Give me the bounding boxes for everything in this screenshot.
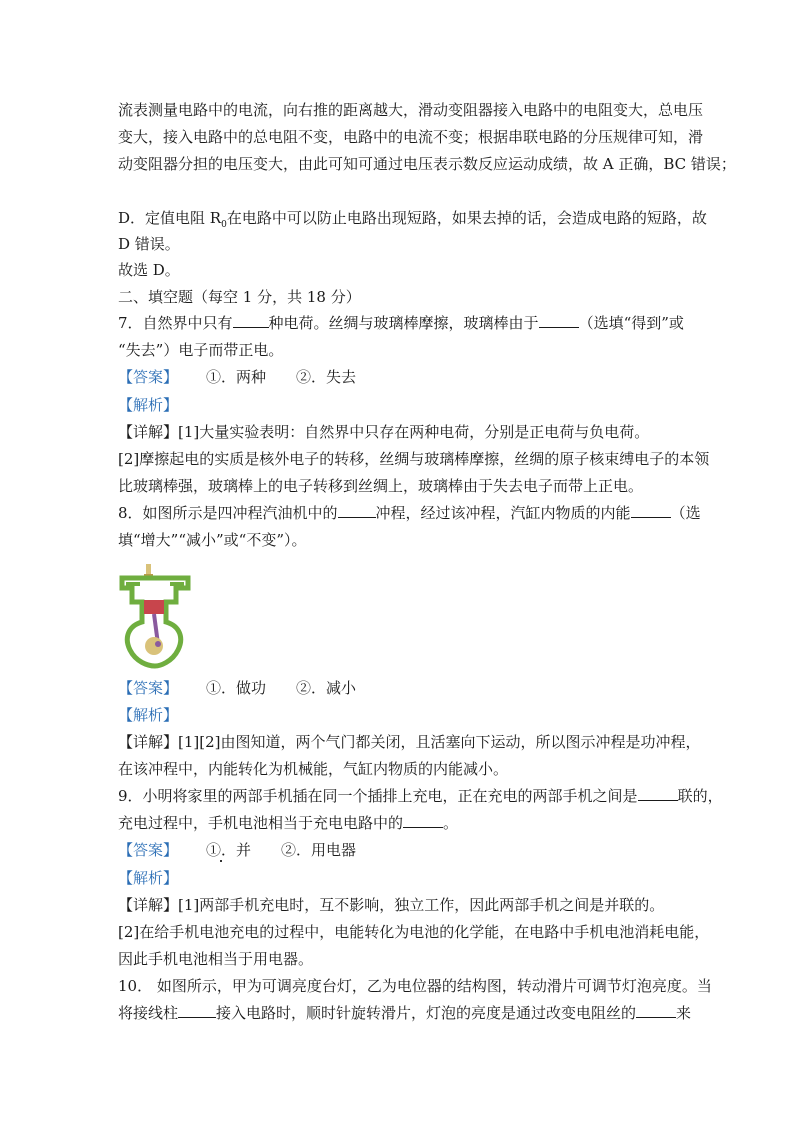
text-line: [2]在给手机电池充电的过程中，电能转化为电池的化学能，在电路中手机电池消耗电能， xyxy=(118,923,710,941)
text-line xyxy=(118,208,707,235)
answer-line xyxy=(118,678,356,698)
crankshaft xyxy=(145,637,163,655)
text-line: 【详解】[1]两部手机充电时，互不影响，独立工作，因此两部手机之间是并联的。 xyxy=(118,896,665,914)
text-line: 【详解】[1]大量实验表明：自然界中只存在两种电荷，分别是正电荷与负电荷。 xyxy=(118,423,650,441)
crank-pin xyxy=(155,641,161,647)
blank xyxy=(178,1003,216,1018)
answer-text: ①．做功 ②．减小 xyxy=(206,679,357,697)
text-seg: （选填“得到”或 xyxy=(578,314,684,332)
blank xyxy=(403,813,443,828)
answer-tag: 【答案】 xyxy=(118,368,179,386)
text-line: 比玻璃棒强，玻璃棒上的电子转移到丝绸上，玻璃棒由于失去电子而带上正电。 xyxy=(118,477,644,495)
text-line: 动变阻器分担的电压变大，由此可知可通过电压表示数反应运动成绩，故 A 正确，BC 错误； xyxy=(118,155,736,173)
text-seg: 充电过程中，手机电池相当于充电电路中的 xyxy=(118,814,404,832)
answer-line xyxy=(118,840,356,860)
subscript: 0 xyxy=(221,220,227,230)
answer-text: ①．并 ②．用电器 xyxy=(206,841,357,859)
text-seg: 冲程，经过该冲程，汽缸内物质的内能 xyxy=(375,504,631,522)
text-line: “失去”）电子而带正电。 xyxy=(118,341,284,359)
text-seg: 8．如图所示是四冲程汽油机中的 xyxy=(118,504,338,522)
answer-line xyxy=(118,367,356,387)
question-9 xyxy=(118,786,723,806)
text-seg: 9．小明将家里的两部手机插在同一个插排上充电，正在充电的两部手机之间是 xyxy=(118,787,638,805)
text-line: D 错误。 xyxy=(118,235,180,253)
analysis-tag: 【解析】 xyxy=(118,869,179,887)
text-line: 故选 D。 xyxy=(118,261,180,279)
text-line xyxy=(118,1003,691,1023)
blank xyxy=(233,313,269,328)
dot-mark xyxy=(220,860,222,862)
text-line: 在该冲程中，内能转化为机械能，气缸内物质的内能减小。 xyxy=(118,760,509,778)
text-line: 填“增大”“减小”或“不变”）。 xyxy=(118,531,307,549)
blank xyxy=(631,503,671,518)
blank xyxy=(539,313,579,328)
analysis-tag: 【解析】 xyxy=(118,706,179,724)
text-seg: 联的， xyxy=(677,787,723,805)
text-line: 流表测量电路中的电流，向右推的距离越大，滑动变阻器接入电路中的电阻变大，总电压 xyxy=(118,101,704,119)
question-7 xyxy=(118,313,684,333)
piston xyxy=(144,600,164,614)
answer-text: ①．两种 ②．失去 xyxy=(206,368,357,386)
text-line: 变大，接入电路中的总电阻不变，电路中的电流不变；根据串联电路的分压规律可知，滑 xyxy=(118,128,704,146)
question-10: 10． 如图所示，甲为可调亮度台灯，乙为电位器的结构图，转动滑片可调节灯泡亮度。当 xyxy=(118,977,712,995)
blank xyxy=(638,786,678,801)
text-line xyxy=(118,813,458,833)
text-seg: 将接线柱 xyxy=(118,1004,179,1022)
analysis-tag: 【解析】 xyxy=(118,396,179,414)
blank xyxy=(636,1003,676,1018)
text-seg: （选 xyxy=(670,504,701,522)
exhaust-valve xyxy=(170,582,184,586)
text-seg: 。 xyxy=(443,814,459,832)
question-8 xyxy=(118,503,701,523)
text-seg: 7．自然界中只有 xyxy=(118,314,233,332)
blank xyxy=(338,503,376,518)
answer-tag: 【答案】 xyxy=(118,841,179,859)
section-heading: 二、填空题（每空 1 分，共 18 分） xyxy=(118,288,361,306)
text-line: 【详解】[1][2]由图知道，两个气门都关闭，且活塞向下运动，所以图示冲程是功冲程， xyxy=(118,733,701,751)
text-seg: 在电路中可以防止电路出现短路，如果去掉的话，会造成电路的短路，故 xyxy=(226,209,707,227)
text-line: 因此手机电池相当于用电器。 xyxy=(118,950,314,968)
text-seg: 接入电路时，顺时针旋转滑片，灯泡的亮度是通过改变电阻丝的 xyxy=(216,1004,637,1022)
text-seg: D．定值电阻 R xyxy=(118,209,222,227)
text-seg: 来 xyxy=(676,1004,692,1022)
engine-diagram xyxy=(118,562,192,670)
intake-valve xyxy=(126,582,140,586)
text-line: [2]摩擦起电的实质是核外电子的转移，丝绸与玻璃棒摩擦，丝绸的原子核束缚电子的本领 xyxy=(118,450,710,468)
text-seg: 种电荷。丝绸与玻璃棒摩擦，玻璃棒由于 xyxy=(268,314,539,332)
answer-tag: 【答案】 xyxy=(118,679,179,697)
